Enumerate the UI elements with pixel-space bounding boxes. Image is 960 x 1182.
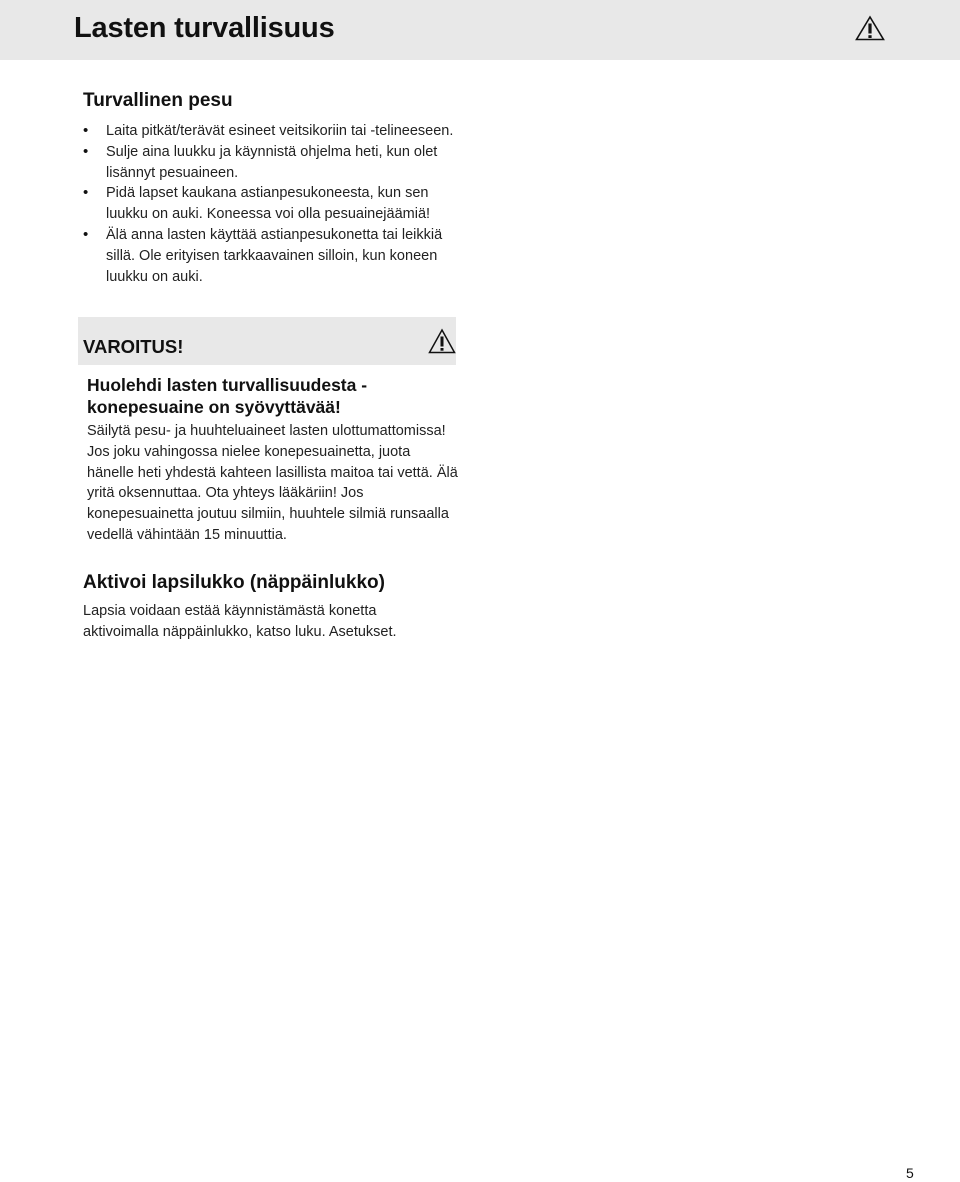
section-heading-safe-wash: Turvallinen pesu	[83, 90, 233, 111]
child-lock-text: Lapsia voidaan estää käynnistämästä konetta aktivoimalla näppäinlukko, katso luku. Asetukset.	[83, 603, 397, 640]
warning-body	[87, 375, 459, 546]
header-band	[0, 0, 960, 60]
list-item: • Pidä lapset kaukana astianpesukoneesta, kun sen luukku on auki. Koneessa voi olla pesuainejäämiä!	[83, 183, 473, 225]
list-item: • Älä anna lasten käyttää astianpesukonetta tai leikkiä sillä. Ole erityisen tarkkaavainen silloin, kun koneen luukku on auki.	[83, 225, 473, 287]
warning-text: Säilytä pesu- ja huuhteluaineet lasten ulottumattomissa! Jos joku vahingossa nielee konepesuainetta, juota hänelle heti yhdestä kahteen lasillista maitoa tai vettä. Älä yritä oksennuttaa. Ota yhteys lääkäriin! Jos konepesuainetta joutuu silmiin, huuhtele silmiä runsaalla vedellä vähintään 15 minuuttia.	[87, 423, 458, 543]
warning-triangle-icon	[428, 328, 456, 354]
list-item: • Sulje aina luukku ja käynnistä ohjelma heti, kun olet lisännyt pesuaineen.	[83, 142, 473, 184]
page-title: Lasten turvallisuus	[74, 12, 335, 44]
warning-label: VAROITUS!	[83, 336, 184, 357]
warning-heading: Huolehdi lasten turvallisuudesta - konepesuaine on syövyttävää!	[87, 375, 368, 417]
warning-band	[78, 317, 456, 365]
list-item: • Laita pitkät/terävät esineet veitsikoriin tai -telineeseen.	[83, 121, 473, 142]
page-number: 5	[906, 1165, 914, 1181]
safety-bullet-list	[83, 121, 473, 287]
section-heading-child-lock: Aktivoi lapsilukko (näppäinlukko)	[83, 572, 385, 593]
warning-triangle-icon	[855, 15, 885, 41]
